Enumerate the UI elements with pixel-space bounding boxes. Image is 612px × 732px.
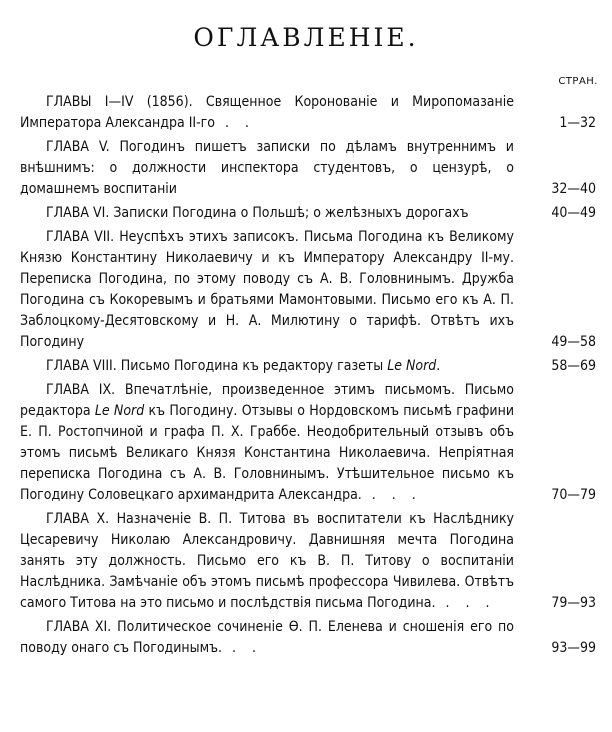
toc-entry [20,92,600,134]
pages-column-header: СТРАН. [558,76,598,87]
toc-entry-text [20,617,514,659]
chapter-title-text: Назначенiе В. П. Титова въ воспитатели къ Наслѣднику Цесаревичу Николаю Александровичу. Давнишняя мечта Погодина занять эту должность. Письмо его къ В. П. Титову о воспитанiи Наслѣдника. Замѣчанiе объ этомъ письмѣ профессора Чивилева. Отвѣтъ самого Титова на это письмо и послѣдствiя письма Погодина. [20,511,514,611]
chapter-title-text: Неуспѣхъ этихъ записокъ. Письма Погодина къ Великому Князю Константину Николаевичу и къ Императору Александру II-му. Переписка Погодина, по этому поводу съ А. В. Головнинымъ. Дружба Погодина съ Кокоревымъ и братьями Мамонтовыми. Письмо его къ А. П. Заблоцкому-Десятовскому и Н. А. Милютину о тарифѣ. Отвѣтъ ихъ Погодину [20,229,514,350]
page-range: 58—69 [551,358,596,374]
dot-leader: . . [222,640,263,656]
chapter-title-text: Погодинъ пишетъ записки по дѣламъ внутреннимъ и внѣшнимъ: о должности инспектора студентовъ, о цензурѣ, о домашнемъ воспитанiи [20,139,514,197]
chapter-title-text: Письмо Погодина къ редактору газеты [116,358,388,374]
chapter-label: ГЛАВЫ I—IV [46,94,134,110]
toc-entry [20,617,600,659]
chapter-title-text: Политическое сочиненiе Ѳ. П. Еленева и сношенiя его по поводу онаго съ Погодинымъ. [20,619,514,656]
toc-entry-text [20,509,514,614]
toc-entry-text [20,137,514,200]
chapter-label: ГЛАВА IX. [46,382,116,398]
toc-entry [20,137,600,200]
chapter-label: ГЛАВА X. [46,511,110,527]
chapter-label: ГЛАВА VIII. [46,358,117,374]
page-range: 70—79 [551,487,596,503]
toc-entry [20,356,600,377]
toc-entry [20,203,600,224]
toc-entry-text [20,227,514,353]
dot-leader: . . . [361,487,422,503]
chapter-label: ГЛАВА V. [46,139,110,155]
toc-entry [20,227,600,353]
dot-leader: . . . [435,595,496,611]
toc-entry-text [20,203,514,224]
chapter-title-text: Впечатлѣнiе, произведенное этимъ письмомъ. Письмо редактора [20,382,514,419]
table-of-contents [20,92,600,659]
page-range: 49—58 [551,334,596,350]
page-range: 1—32 [559,115,596,131]
toc-entry-text [20,356,514,377]
chapter-title-text: Записки Погодина о Польшѣ; о желѣзныхъ дорогахъ [109,205,469,221]
chapter-title-text: къ Погодину. Отзывы о Нордовскомъ письмѣ графини Е. П. Ростопчиной и графа П. Х. Граббе. Неодобрительный отзывъ объ этомъ письмѣ Великаго Князя Константина Николаевича. Непрiятная переписка Погодина съ А. В. Головнинымъ. Утѣшительное письмо къ Погодину Соловецкаго архимандрита Александра. [20,403,515,503]
chapter-title-text: . [436,358,441,374]
chapter-title-italic: Le Nord [387,358,437,374]
page-title: ОГЛАВЛЕНIЕ. [193,22,419,52]
chapter-title-text: (1856). Священное Коронованiе и Миропомазанiе Императора Александра II-го [20,94,514,131]
toc-entry [20,380,600,506]
chapter-label: ГЛАВА VII. [46,229,115,245]
page-range: 93—99 [551,640,596,656]
dot-leader: . . [215,115,256,131]
chapter-label: ГЛАВА VI. [46,205,110,221]
toc-entry [20,509,600,614]
chapter-title-italic: Le Nord [94,403,145,419]
page-range: 79—93 [551,595,596,611]
chapter-label: ГЛАВА XI. [46,619,112,635]
toc-entry-text [20,92,514,134]
page-range: 40—49 [551,205,596,221]
page-range: 32—40 [551,181,596,197]
toc-entry-text [20,380,514,506]
